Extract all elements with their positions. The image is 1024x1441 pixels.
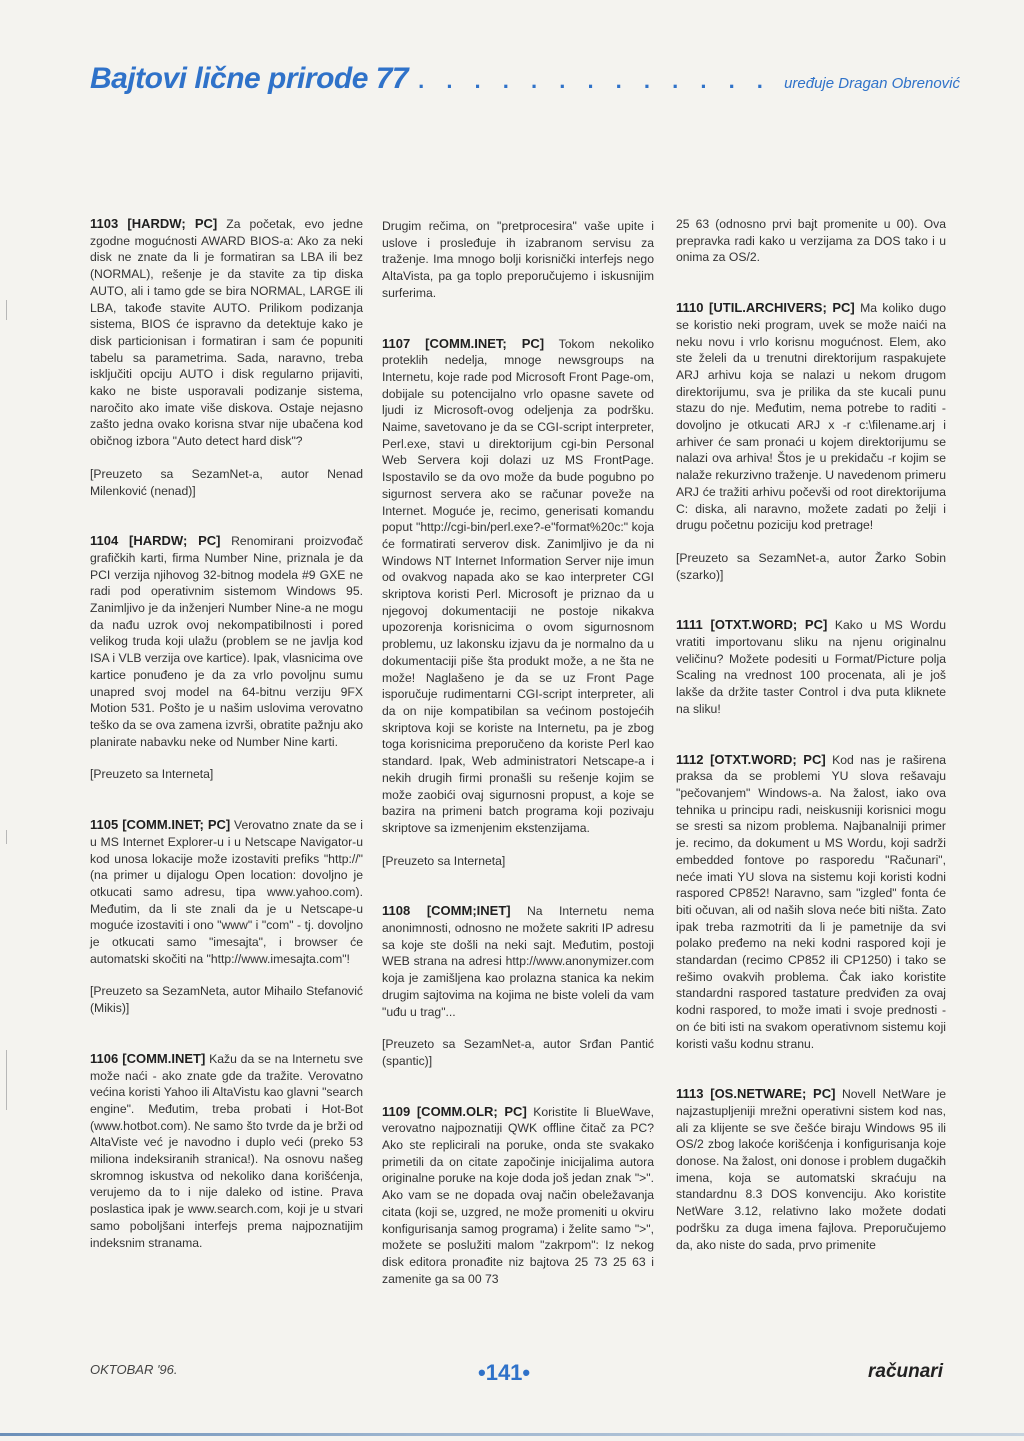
- tip-paragraph: [382, 218, 654, 302]
- tip-heading: 1105 [COMM.INET; PC]: [90, 817, 231, 833]
- tip-paragraph: [676, 617, 946, 717]
- tip-heading: 1109 [COMM.OLR; PC]: [382, 1103, 527, 1119]
- tip-heading: 1106 [COMM.INET]: [90, 1050, 206, 1066]
- tip-source: [Preuzeto sa SezamNeta, autor Mihailo Stefanović (Mikis)]: [90, 984, 363, 1016]
- section-title: Bajtovi lične prirode 77: [90, 62, 409, 95]
- tip-heading: 1113 [OS.NETWARE; PC]: [676, 1086, 836, 1102]
- tip-paragraph: [90, 533, 363, 750]
- tip-body: Kažu da se na Internetu sve može naći - ako znate gde da tražite. Verovatno većina koristi Yahoo ili AltaVistu kao glavni "search engine". Međutim, treba probati i Hot-Bot (www.hotbot.com). Ne samo što tvrde da je brži od AltaViste već je navodno i duplo veći (preko 53 miliona indeksiranih stranica!). Na osnovu našeg skromnog iskustva od nekoliko dana korišćenja, verujemo da to i nije daleko od istine. Prava poslastica ipak je www.search.com, koji je u stvari samo poboljšani interfejs prema najpoznatijim indeksnim stranama.: [90, 1051, 363, 1250]
- tip-entry: [90, 533, 363, 783]
- tip-heading: 1110 [UTIL.ARCHIVERS; PC]: [676, 300, 855, 316]
- text-column-1: [90, 216, 363, 1285]
- tip-entry: [382, 336, 654, 870]
- tip-body: 25 63 (odnosno prvi bajt promenite u 00). Ova prepravka radi kako u verzijama za DOS tako i u onima za OS/2.: [676, 217, 946, 265]
- tip-entry: [382, 903, 654, 1069]
- tip-source: [Preuzeto sa SezamNet-a, autor Žarko Sobin (szarko)]: [676, 550, 946, 582]
- tip-entry: [90, 1051, 363, 1251]
- tip-body: Verovatno znate da se i u MS Internet Explorer-u i u Netscape Navigator-u kod unosa lokacije može izostaviti prefiks "http://" (na primer u dijalogu Open location: dovoljno je otkucati samo adresu, tipa www.yahoo.com). Međutim, da li ste znali da je u Netscape-u moguće izostaviti i ono "www" i "com" - tj. dovoljno je otkucati samo "imesajta", i browser će automatski skočiti na "http://www.imesajta.com"!: [90, 818, 363, 966]
- bottom-rule: [0, 1433, 1024, 1436]
- section-editor: uređuje Dragan Obrenović: [784, 75, 960, 92]
- scan-margin-mark: [6, 1050, 7, 1110]
- scan-margin-mark: [6, 300, 7, 320]
- tip-entry: [90, 817, 363, 1017]
- tip-body: Tokom nekoliko proteklih nedelja, mnoge newsgroups na Internetu, koje rade pod Microsoft Front Page-om, dobijale su potencijalno vrlo opasne savete od ljudi iz Microsoft-ovog odeljenja za podršku. Naime, savetovano je da se CGI-script interpreter, Perl.exe, stavi u direktorijum cgi-bin Personal Web Servera koji dolazi uz MS FrontPage. Ispostavilo se da ovo može da bude pogubno po sigurnost servera ako se računar poveže na Internet. Moguće je, recimo, generisati komandu poput "http://cgi-bin/perl.exe?-e"format%20c:" koja će formatirati serverov disk. Zanimljivo je da ni Windows NT Internet Information Server nije imun od ovakvog napada ako se kao interpreter CGI skriptova koristi Perl. Microsoft je priznao da u njegovoj dokumentaciji ne postoje nikakva upozorenja korisnicima o ovom sigurnosnom problemu, uz lakonsku izjavu da je normalno da u dokumentaciji piše šta produkt može, a ne šta ne može! Naglašeno je da se uz Front Page isporučuje rudimentarni CGI-script interpreter, ali da on nije kompatibilan sa većinom postojećih skriptova koji se koriste na Internetu, pa je zbog toga korisnicima preporučeno da koriste Perl kao standard. Ipak, Web administratori Netscape-a i nekih drugih firmi pronašli su rešenje kojim se može zaobići ovaj sigurnosni propust, a koje se bazira na primeni batch programa koji pozivaju skriptove sa izmenjenim ekstenzijama.: [382, 336, 655, 835]
- text-column-2: [382, 218, 654, 1321]
- page-number: •141•: [478, 1360, 531, 1385]
- tip-source: [Preuzeto sa Interneta]: [382, 853, 506, 868]
- tip-heading: 1104 [HARDW; PC]: [90, 533, 221, 549]
- tip-paragraph: [676, 752, 946, 1053]
- tip-body: Renomirani proizvođač grafičkih karti, firma Number Nine, priznala je da PCI verzija njihovog 32-bitnog modela #9 GXE ne radi pod operativnim sistemom Windows 95. Zanimljivo je da inženjeri Number Nine-a ne mogu da nađu uzrok ovoj nekompatibilnosti i pored velikog truda koji ulažu (problem se ne javlja kod ISA i VLB verzija ove kartice). Ipak, vlasnicima ove kartice ponuđeno je da za vrlo povoljnu sumu unapred svoj model na 64-bitnu verziju 9FX Motion 531. Pošto je u našim uslovima verovatno teško da se ova zamena izvrši, obratite pažnju ako planirate nabavku neke od Number Nine karti.: [90, 534, 364, 749]
- tip-entry: [676, 617, 946, 717]
- tip-paragraph: [382, 336, 654, 837]
- tip-paragraph: [676, 300, 946, 534]
- tip-entry: [676, 1086, 946, 1253]
- tip-heading: 1108 [COMM;INET]: [382, 903, 511, 919]
- tip-body: Drugim rečima, on "pretprocesira" vaše upite i uslove i prosleđuje ih izabranom servisu za traženje. Ima mnogo bolji korisnički interfejs nego AltaVista, pa ga toplo preporučujemo i iskusnijim surferima.: [382, 219, 654, 300]
- tip-source: [Preuzeto sa Interneta]: [90, 767, 214, 782]
- tip-paragraph: [90, 216, 363, 450]
- tip-entry: [676, 300, 946, 583]
- tip-paragraph: [90, 817, 363, 967]
- page-header: [90, 62, 960, 102]
- tip-body: Kod nas je raširena praksa da se problemi YU slova rešavaju "pečovanjem" Windows-a. Na žalost, iako ova tehnika u principu radi, neiskusniji korisnici mogu se sresti sa nizom problema. Najbanalniji primer je. recimo, da dokument u MS Wordu, koji sadrži embedded fontove po rasporedu "Računari", neće imati YU slova na sistemu koji koristi kodni raspored CP852! Naravno, sam "izgled" fonta će biti očuvan, ali od naših slova neće biti ništa. Zato ipak treba razmotriti da li je pametnije da svi polako pređemo na neki kodni raspored koji je standardan (recimo CP852 ili CP1250) i tako se rešimo ovakvih problema. Čak iako koristite standardni raspored tastature predviđen za ovaj kodni raspored, to može imati i svoje prednosti - on će biti isti na svakom operativnom sistemu koji koristi vašu kodnu stranu.: [676, 752, 947, 1051]
- tip-body: Koristite li BlueWave, verovatno najpoznatiji QWK offline čitač za PC? Ako ste replicirali na poruke, onda ste svakako primetili da on citate započinje inicijalima autora originalne poruke na koje doda još jedan znak ">". Ako vam se ne dopada ovaj način obeležavanja citata (koji se, uzgred, ne može promeniti u okviru konfigurisanja samog programa) i želite samo ">", možete se poslužiti malom "zakrpom": Iz nekog disk editora pronađite niz bajtova 25 73 25 63 i zamenite ga sa 00 73: [382, 1104, 654, 1286]
- tip-heading: 1112 [OTXT.WORD; PC]: [676, 751, 826, 767]
- issue-date: OKTOBAR '96.: [90, 1362, 178, 1377]
- tip-source: [Preuzeto sa SezamNet-a, autor Nenad Milenković (nenad)]: [90, 466, 363, 498]
- tip-body: Novell NetWare je najzastupljeniji mrežni operativni sistem kod nas, ali za klijente se sve češće biraju Windows 95 ili OS/2 zbog lakoće korišćenja i konfigurisanja koje donose. Na žalost, oni donose i problem dugačkih imena, koja se automatski skraćuju na standardnu 8.3 DOS konvenciju. Ako koristite NetWare 3.12, relativno lako možete dodati podršku za duga imena fajlova. Preporučujemo da, ako niste do sada, prvo primenite: [676, 1087, 946, 1252]
- tip-body: Ma koliko dugo se koristio neki program, uvek se može naići na neku novu i vrlo korisnu mogućnost. Elem, ako ste želeli da u trenutni direktorijum raspakujete ARJ arhivu koja se nalazi u nekom drugom direktorijumu, sva je prilika da ste kucali punu stazu do nje. Međutim, nema potrebe to raditi - dovoljno je otkucati ARJ x -r c:\filename.arj i arhiver će sam pronaći u kojem direktorijumu se nalazi ova arhiva! Štos je u prekidaču -r kojim se nalaže rekurzivno traženje. U navedenom primeru ARJ će tražiti arhivu počevši od root direktorijuma C: diska, ali naravno, možete zadati po želji i drugu početnu poziciju kod pretrage!: [676, 301, 946, 533]
- tip-entry: [90, 216, 363, 499]
- scan-margin-mark: [6, 830, 7, 844]
- text-column-3: [676, 216, 946, 1287]
- tip-heading: 1107 [COMM.INET; PC]: [382, 335, 545, 351]
- tip-paragraph: [90, 1051, 363, 1251]
- tip-heading: 1103 [HARDW; PC]: [90, 216, 218, 231]
- magazine-logo: računari: [868, 1361, 943, 1382]
- tip-heading: 1111 [OTXT.WORD; PC]: [676, 617, 828, 633]
- tip-body: Kako u MS Wordu vratiti importovanu sliku na njenu originalnu veličinu? Možete podesiti u Format/Picture polja Scaling na vrednost 100 procenata, ali je još lakše da držite taster Control i dva puta kliknete na sliku!: [676, 618, 946, 716]
- tip-source: [Preuzeto sa SezamNet-a, autor Srđan Pantić (spantic)]: [382, 1037, 654, 1068]
- tip-paragraph: [382, 1104, 654, 1288]
- tip-paragraph: [382, 903, 654, 1020]
- tip-entry: [676, 752, 946, 1053]
- tip-entry: [382, 218, 654, 302]
- tip-paragraph: [676, 1086, 946, 1253]
- header-dot-leader: [418, 68, 774, 94]
- tip-entry: [382, 1104, 654, 1288]
- tip-entry: [676, 216, 946, 266]
- tip-body: Na Internetu nema anonimnosti, odnosno ne možete sakriti IP adresu sa koje ste došli na neki sajt. Međutim, postoji WEB strana na adresi http://www.anonymizer.com koja je zamišljena kao prolazna stanica ka nekim drugim sajtovima na kojima ne biste voleli da vam "uđu u trag"...: [382, 904, 654, 1019]
- tip-body: Za početak, evo jedne zgodne mogućnosti AWARD BIOS-a: Ako za neki disk ne znate da li je formatiran sa LBA ili bez (NORMAL), rešenje je da stavite za tip diska AUTO, ali i tamo gde se bira NORMAL, LARGE ili LBA, takođe stavite AUTO. Prilikom podizanja sistema, BIOS će ispravno da detektuje kako je disk particionisan i formatiran i sam će popuniti tabelu sa parametrima. Sada, naravno, treba isključiti opciju AUTO i disk regularno prijaviti, kako ne biste usporavali podizanje sistema, naročito ako imate više diskova. Ostaje nejasno zašto jedna ovako korisna stvar nije ubačena kod običnog izbora "Auto detect hard disk"?: [90, 217, 363, 449]
- tip-paragraph: [676, 216, 946, 266]
